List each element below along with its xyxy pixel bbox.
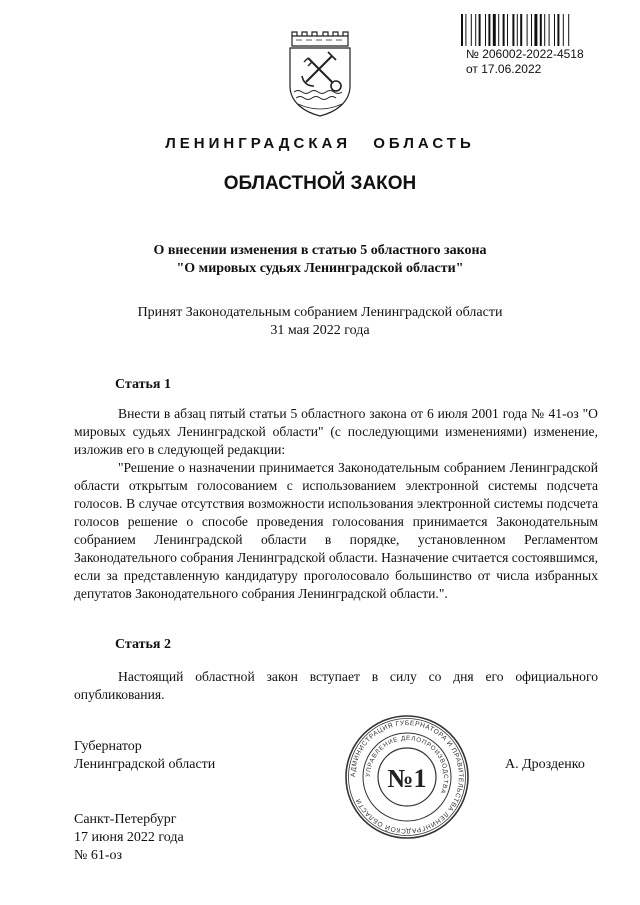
adoption-note-line-1: Принят Законодательным собранием Ленинградской области xyxy=(137,305,503,320)
document-type: ОБЛАСТНОЙ ЗАКОН xyxy=(223,173,417,194)
article-2-heading: Статья 2 xyxy=(115,637,171,652)
adoption-date: 31 мая 2022 года xyxy=(270,323,370,338)
seal-center-text: №1 xyxy=(387,764,427,793)
law-title-line-1: О внесении изменения в статью 5 областного закона xyxy=(153,243,487,258)
coat-of-arms-icon xyxy=(284,30,356,118)
signatory-position-line-2: Ленинградской области xyxy=(74,757,216,772)
signing-date: 17 июня 2022 года xyxy=(74,830,184,845)
article-1-quoted-text: "Решение о назначении принимается Законодательным собранием Ленинградской области открытым голосованием с использованием электронной системы подсчета голосов. В случае отсутствия возможности использования электронной системы подсчета голосов решение о способе проведения голосования принимается Законодательным собранием Ленинградской области в порядке, установленном Регламентом Законодательного собрания Ленинградской области. Назначение считается состоявшимся, если за представленную кандидатуру проголосовало большинство от числа избранных депутатов Законодательного собрания Ленинградской области.". xyxy=(74,460,598,601)
official-seal-icon xyxy=(343,713,471,841)
seal-inner-text: УПРАВЛЕНИЕ ДЕЛОПРОИЗВОДСТВА xyxy=(364,734,450,795)
registration-date: от 17.06.2022 xyxy=(466,62,542,76)
registration-number: № 206002-2022-4518 xyxy=(466,47,584,61)
signatory-name: А. Дрозденко xyxy=(505,757,585,772)
article-1-heading: Статья 1 xyxy=(115,377,171,392)
barcode-icon xyxy=(461,14,593,46)
law-title-line-2: "О мировых судьях Ленинградской области" xyxy=(176,261,464,276)
signatory-position-line-1: Губернатор xyxy=(74,739,142,754)
article-1-paragraph: Внести в абзац пятый статьи 5 областного закона от 6 июля 2001 года № 41-оз "О мировых судьях Ленинградской области" (с последующими изменениями) изменение, изложив его в следующей редакции: xyxy=(74,406,598,457)
region-name: ЛЕНИНГРАДСКАЯ ОБЛАСТЬ xyxy=(165,135,475,152)
signing-place: Санкт-Петербург xyxy=(74,812,177,827)
article-2-paragraph: Настоящий областной закон вступает в силу со дня его официального опубликования. xyxy=(74,669,598,702)
law-number: № 61-оз xyxy=(74,848,123,863)
seal-ring-text: АДМИНИСТРАЦИЯ ГУБЕРНАТОРА И ПРАВИТЕЛЬСТВА ЛЕНИНГРАДСКОЙ ОБЛАСТИ xyxy=(349,719,465,835)
